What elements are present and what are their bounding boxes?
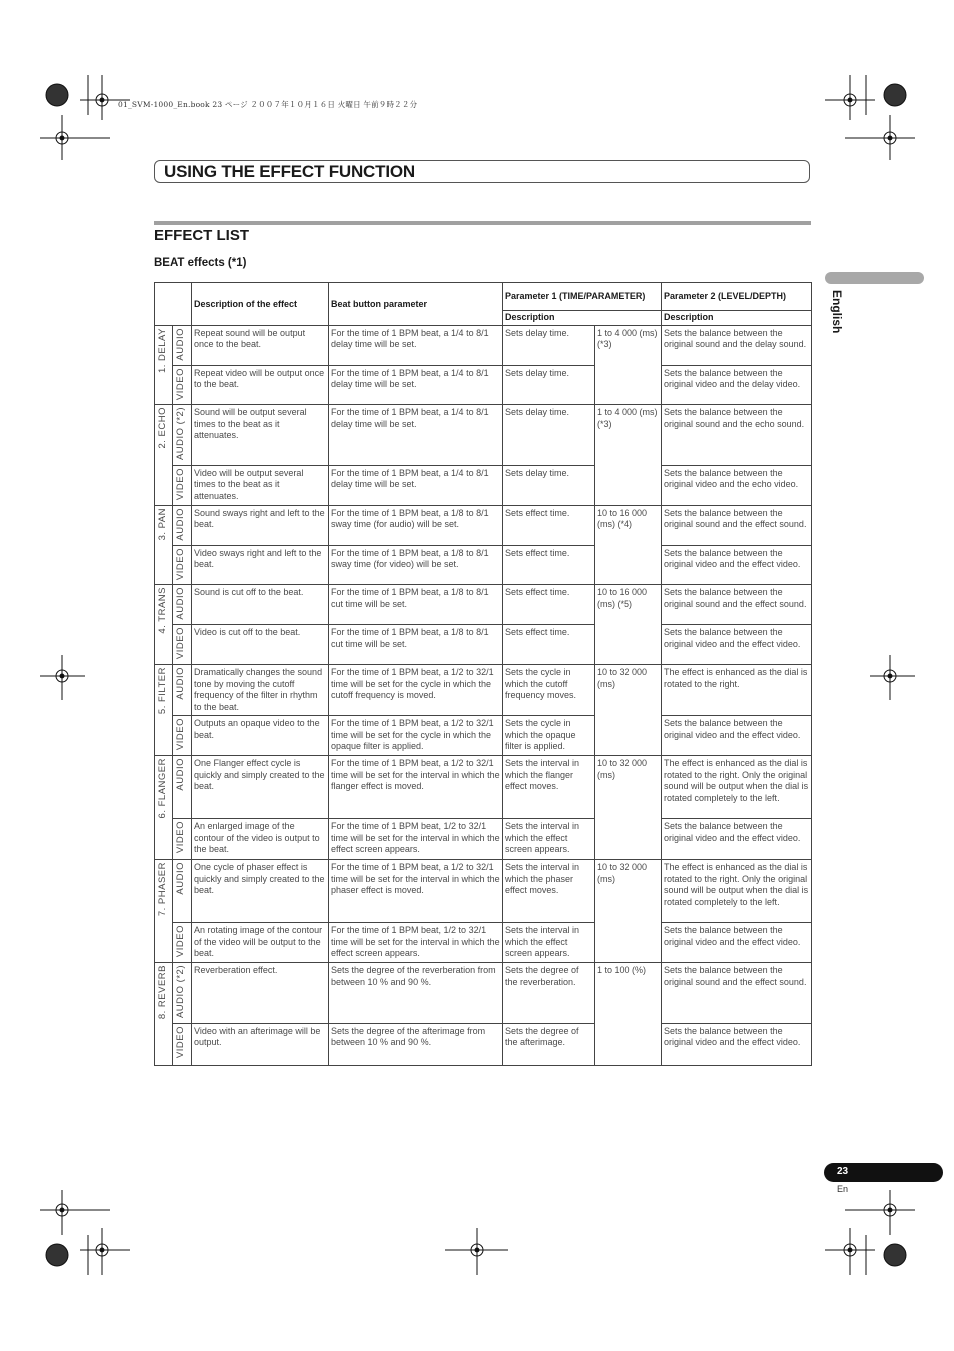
param1-description: Sets the degree of the afterimage. [503,1023,595,1065]
header-param2: Parameter 2 (LEVEL/DEPTH) [662,283,812,311]
table-row [155,819,812,860]
signal-type-label: VIDEO [175,718,186,751]
signal-type [173,405,192,466]
effect-group-label: 4. TRANS [157,587,168,634]
param2-description: The effect is enhanced as the dial is rotated to the right. Only the original sound will be output when the dial is rotated completely to the left. [662,756,812,819]
signal-type-label: AUDIO [175,862,186,896]
signal-type [173,625,192,665]
param2-description: Sets the balance between the original sound and the effect sound. [662,963,812,1024]
table-row [155,405,812,466]
effect-group-name [155,860,173,963]
signal-type-label: VIDEO [175,925,186,958]
signal-type-label: VIDEO [175,821,186,854]
effect-description: Video will be output several times to the beat as it attenuates. [192,465,329,505]
signal-type-label: AUDIO [175,327,186,361]
param1-description: Sets the interval in which the effect screen appears. [503,923,595,963]
beat-button-parameter: For the time of 1 BPM beat, a 1/8 to 8/1 cut time will be set. [329,585,503,625]
signal-type-label: AUDIO (*2) [175,965,186,1019]
effect-group-name [155,405,173,506]
signal-type [173,325,192,365]
signal-type [173,545,192,585]
registration-dot-icon [46,84,68,106]
section-title: USING THE EFFECT FUNCTION [164,162,415,181]
param1-range: 1 to 4 000 (ms) (*3) [595,405,662,506]
signal-type-label: AUDIO [175,587,186,620]
effect-description: One Flanger effect cycle is quickly and simply created to the beat. [192,756,329,819]
param2-description: Sets the balance between the original video and the effect video. [662,716,812,756]
param1-description: Sets delay time. [503,325,595,365]
signal-type-label: AUDIO (*2) [175,407,186,461]
table-row [155,365,812,405]
param1-description: Sets the interval in which the effect screen appears. [503,819,595,860]
header-beat-param: Beat button parameter [329,283,503,326]
effect-description: Outputs an opaque video to the beat. [192,716,329,756]
param2-description: Sets the balance between the original sound and the effect sound. [662,505,812,545]
effect-group-name [155,585,173,665]
heading-rule [154,221,811,225]
param2-description: Sets the balance between the original video and the effect video. [662,545,812,585]
beat-button-parameter: For the time of 1 BPM beat, a 1/8 to 8/1 sway time (for video) will be set. [329,545,503,585]
signal-type [173,365,192,405]
effect-description: One cycle of phaser effect is quickly and simply created to the beat. [192,860,329,923]
header-corner [155,283,192,326]
table-row [155,465,812,505]
effect-description: An rotating image of the contour of the video will be output to the beat. [192,923,329,963]
page-language: En [837,1184,849,1194]
table-row [155,923,812,963]
param1-description: Sets the degree of the reverberation. [503,963,595,1024]
param1-range: 10 to 32 000 (ms) [595,665,662,756]
effect-description: Repeat video will be output once to the beat. [192,365,329,405]
signal-type [173,963,192,1024]
signal-type [173,716,192,756]
effect-group-label: 7. PHASER [157,862,168,917]
effect-description: Video is cut off to the beat. [192,625,329,665]
header-description: Description of the effect [192,283,329,326]
beat-button-parameter: For the time of 1 BPM beat, a 1/4 to 8/1 delay time will be set. [329,365,503,405]
effect-description: Repeat sound will be output once to the beat. [192,325,329,365]
print-header: 01_SVM-1000_En.book 23 ページ ２００７年１０月１６日 火曜日 午前９時２２分 [118,100,418,109]
param1-description: Sets the cycle in which the cutoff frequency moves. [503,665,595,716]
beat-button-parameter: Sets the degree of the reverberation from between 10 % and 90 %. [329,963,503,1024]
param1-range: 1 to 4 000 (ms) (*3) [595,325,662,405]
table-row [155,1023,812,1065]
signal-type [173,756,192,819]
param2-description: Sets the balance between the original video and the echo video. [662,465,812,505]
effect-group-label: 6. FLANGER [157,758,168,819]
param2-description: Sets the balance between the original sound and the effect sound. [662,585,812,625]
beat-button-parameter: Sets the degree of the afterimage from between 10 % and 90 %. [329,1023,503,1065]
table-row [155,585,812,625]
beat-button-parameter: For the time of 1 BPM beat, a 1/2 to 32/1 time will be set for the cycle in which the cutoff frequency is moved. [329,665,503,716]
param1-description: Sets the interval in which the phaser effect moves. [503,860,595,923]
signal-type [173,585,192,625]
effect-description: Sound is cut off to the beat. [192,585,329,625]
param1-range: 10 to 16 000 (ms) (*5) [595,585,662,665]
effect-list-table [154,282,812,1066]
signal-type [173,1023,192,1065]
param1-description: Sets delay time. [503,365,595,405]
beat-button-parameter: For the time of 1 BPM beat, 1/2 to 32/1 time will be set for the interval in which the effect screen appears. [329,923,503,963]
signal-type-label: VIDEO [175,467,186,500]
table-row [155,716,812,756]
effect-description: Video with an afterimage will be output. [192,1023,329,1065]
param2-description: Sets the balance between the original sound and the echo sound. [662,405,812,466]
beat-button-parameter: For the time of 1 BPM beat, a 1/4 to 8/1 delay time will be set. [329,325,503,365]
effect-description: Dramatically changes the sound tone by moving the cutoff frequency of the filter in rhythm to the beat. [192,665,329,716]
page-subheading: BEAT effects (*1) [154,257,247,269]
beat-button-parameter: For the time of 1 BPM beat, a 1/4 to 8/1 delay time will be set. [329,405,503,466]
effect-group-name [155,505,173,585]
param1-description: Sets delay time. [503,465,595,505]
effect-group-name [155,963,173,1066]
table-row [155,505,812,545]
table-row [155,860,812,923]
param1-description: Sets effect time. [503,625,595,665]
param1-description: Sets effect time. [503,505,595,545]
effect-group-name [155,756,173,860]
table-header-row [155,283,812,311]
beat-button-parameter: For the time of 1 BPM beat, a 1/2 to 32/1 time will be set for the interval in which the flanger effect is moved. [329,756,503,819]
table-row [155,963,812,1024]
effect-group-label: 1. DELAY [157,327,168,373]
param2-description: Sets the balance between the original sound and the delay sound. [662,325,812,365]
param2-description: The effect is enhanced as the dial is rotated to the right. Only the original sound will be output when the dial is rotated completely to the left. [662,860,812,923]
page-number: 23 [837,1166,849,1177]
language-tab-bar [825,272,924,284]
effect-description: An enlarged image of the contour of the video is output to the beat. [192,819,329,860]
effect-description: Sound sways right and left to the beat. [192,505,329,545]
signal-type-label: VIDEO [175,1025,186,1058]
signal-type-label: VIDEO [175,367,186,400]
signal-type [173,860,192,923]
beat-button-parameter: For the time of 1 BPM beat, a 1/2 to 32/1 time will be set for the interval in which the phaser effect is moved. [329,860,503,923]
beat-button-parameter: For the time of 1 BPM beat, 1/2 to 32/1 time will be set for the interval in which the effect screen appears. [329,819,503,860]
page-heading: EFFECT LIST [154,227,249,244]
signal-type-label: AUDIO [175,507,186,541]
param2-description: Sets the balance between the original video and the effect video. [662,1023,812,1065]
param1-range: 10 to 32 000 (ms) [595,860,662,963]
param2-description: The effect is enhanced as the dial is rotated to the right. [662,665,812,716]
effect-group-label: 2. ECHO [157,407,168,449]
table-row [155,545,812,585]
effect-description: Sound will be output several times to the beat as it attenuates. [192,405,329,466]
table-row [155,756,812,819]
table-row [155,325,812,365]
param1-range: 10 to 32 000 (ms) [595,756,662,860]
effect-description: Video sways right and left to the beat. [192,545,329,585]
beat-button-parameter: For the time of 1 BPM beat, a 1/4 to 8/1 delay time will be set. [329,465,503,505]
param1-description: Sets effect time. [503,545,595,585]
table-row [155,665,812,716]
header-param1: Parameter 1 (TIME/PARAMETER) [503,283,662,311]
signal-type-label: AUDIO [175,758,186,792]
param1-range: 1 to 100 (%) [595,963,662,1066]
signal-type [173,819,192,860]
param1-description: Sets the cycle in which the opaque filter is applied. [503,716,595,756]
param1-range: 10 to 16 000 (ms) (*4) [595,505,662,585]
signal-type-label: AUDIO [175,667,186,701]
beat-button-parameter: For the time of 1 BPM beat, a 1/8 to 8/1 sway time (for audio) will be set. [329,505,503,545]
param1-description: Sets the interval in which the flanger effect moves. [503,756,595,819]
signal-type [173,505,192,545]
effect-group-label: 3. PAN [157,507,168,541]
header-param2-description: Description [662,311,812,326]
param2-description: Sets the balance between the original video and the effect video. [662,625,812,665]
signal-type-label: VIDEO [175,547,186,580]
param1-description: Sets delay time. [503,405,595,466]
effect-description: Reverberation effect. [192,963,329,1024]
table-row [155,625,812,665]
effect-group-label: 5. FILTER [157,667,168,715]
signal-type [173,923,192,963]
table-body [155,325,812,1065]
beat-button-parameter: For the time of 1 BPM beat, a 1/8 to 8/1 cut time will be set. [329,625,503,665]
header-param1-description: Description [503,311,662,326]
param2-description: Sets the balance between the original video and the effect video. [662,923,812,963]
effect-group-name [155,325,173,405]
language-tab-label: English [830,290,844,334]
effect-group-name [155,665,173,756]
param1-description: Sets effect time. [503,585,595,625]
signal-type [173,465,192,505]
signal-type [173,665,192,716]
param2-description: Sets the balance between the original video and the delay video. [662,365,812,405]
signal-type-label: VIDEO [175,627,186,660]
effect-group-label: 8. REVERB [157,965,168,1020]
param2-description: Sets the balance between the original video and the effect video. [662,819,812,860]
beat-button-parameter: For the time of 1 BPM beat, a 1/2 to 32/1 time will be set for the cycle in which the opaque filter is applied. [329,716,503,756]
